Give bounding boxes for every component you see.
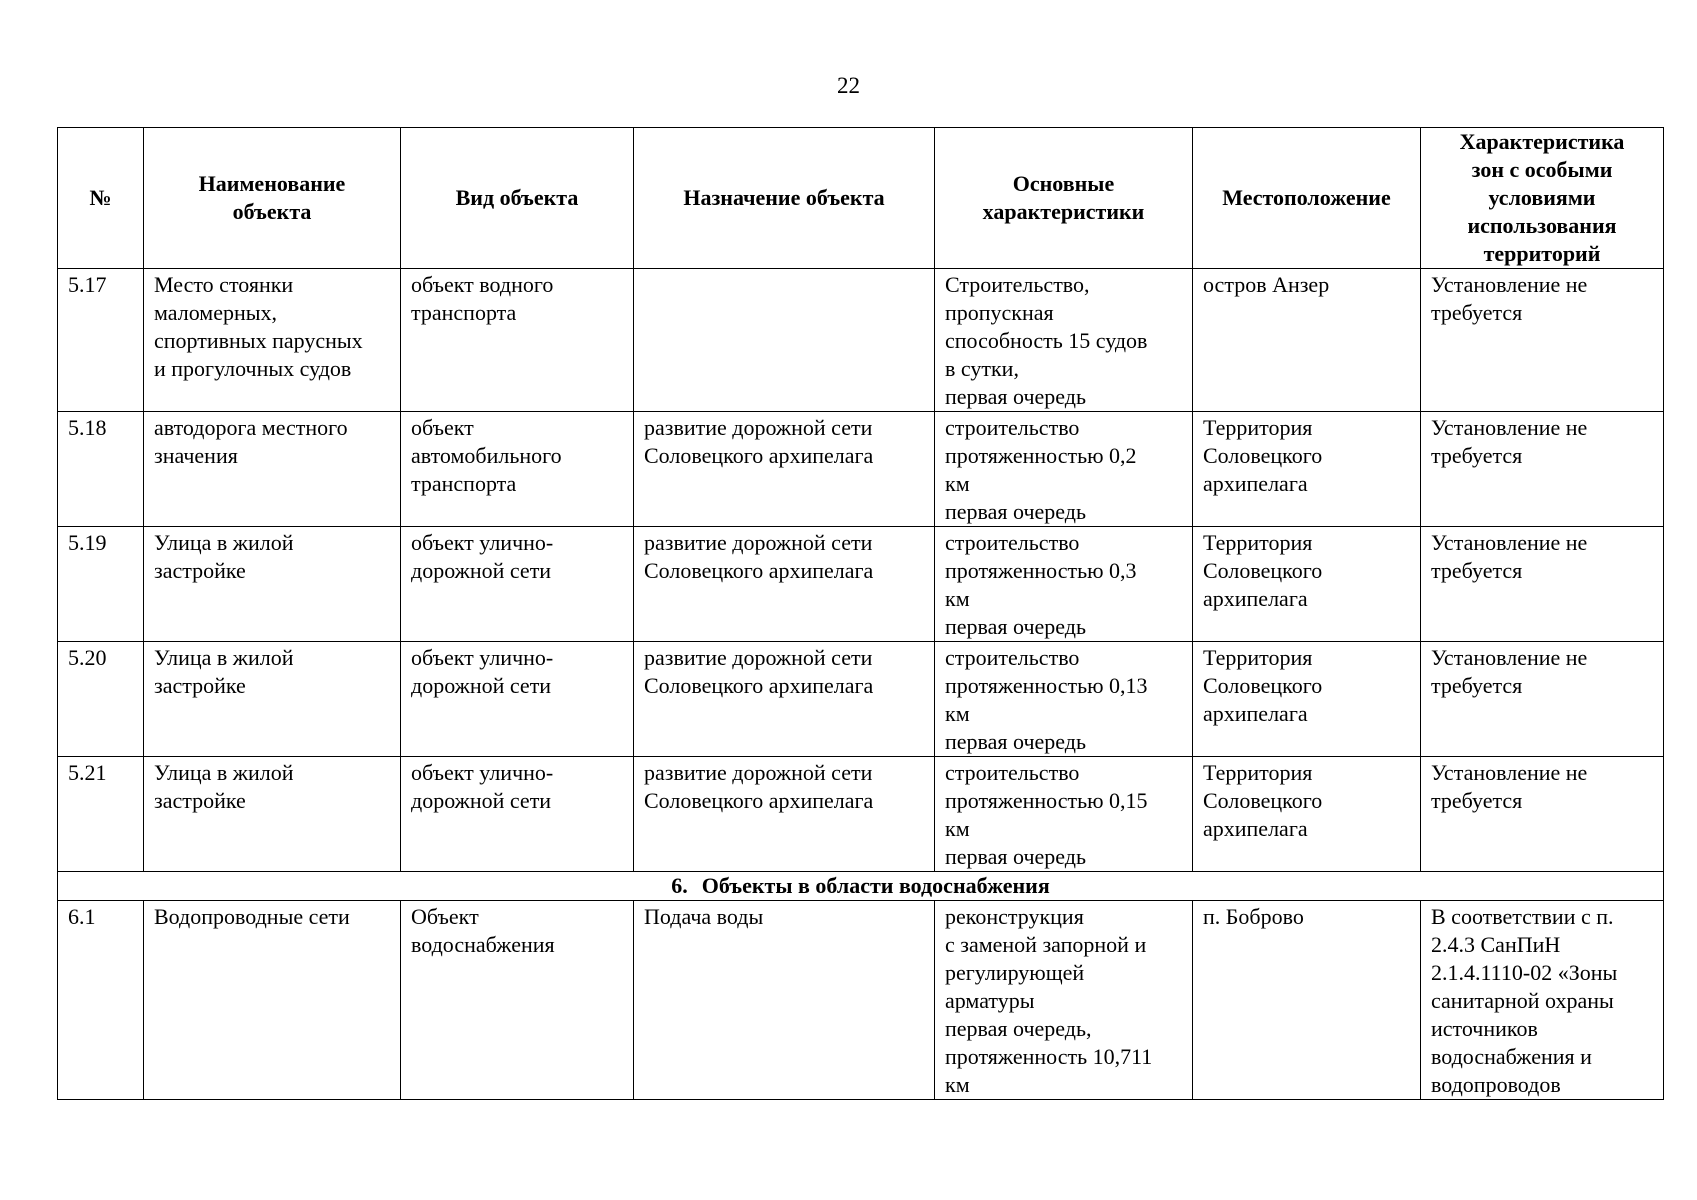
cell-object-type: объект водного транспорта: [401, 269, 634, 412]
cell-location: Территория Соловецкого архипелага: [1193, 527, 1421, 642]
table-header-row: [58, 128, 1664, 269]
cell-object-type: объект улично- дорожной сети: [401, 527, 634, 642]
cell-special-zones: В соответствии с п. 2.4.3 СанПиН 2.1.4.1110-02 «Зоны санитарной охраны источников водоснабжения и водопроводов: [1421, 901, 1664, 1100]
cell-special-zones: Установление не требуется: [1421, 642, 1664, 757]
cell-object-purpose: развитие дорожной сети Соловецкого архипелага: [634, 412, 935, 527]
cell-object-purpose: развитие дорожной сети Соловецкого архипелага: [634, 527, 935, 642]
table-row: [58, 901, 1664, 1100]
cell-object-name: Место стоянки маломерных, спортивных парусных и прогулочных судов: [144, 269, 401, 412]
header-special-zones: Характеристика зон с особыми условиями использования территорий: [1421, 128, 1664, 269]
cell-object-purpose: [634, 269, 935, 412]
table-row: [58, 412, 1664, 527]
cell-object-name: Улица в жилой застройке: [144, 757, 401, 872]
cell-special-zones: Установление не требуется: [1421, 412, 1664, 527]
cell-object-purpose: Подача воды: [634, 901, 935, 1100]
header-object-type: Вид объекта: [401, 128, 634, 269]
section-title: Объекты в области водоснабжения: [701, 873, 1050, 898]
cell-number: 5.21: [58, 757, 144, 872]
header-object-name: Наименование объекта: [144, 128, 401, 269]
cell-main-characteristics: строительство протяженностью 0,2 км первая очередь: [935, 412, 1193, 527]
objects-table: [57, 127, 1664, 1100]
table-row: [58, 527, 1664, 642]
cell-special-zones: Установление не требуется: [1421, 527, 1664, 642]
cell-main-characteristics: строительство протяженностью 0,3 км первая очередь: [935, 527, 1193, 642]
cell-object-name: Улица в жилой застройке: [144, 642, 401, 757]
table-row: [58, 642, 1664, 757]
cell-location: остров Анзер: [1193, 269, 1421, 412]
cell-object-name: Улица в жилой застройке: [144, 527, 401, 642]
header-number: №: [58, 128, 144, 269]
cell-number: 5.18: [58, 412, 144, 527]
cell-object-name: автодорога местного значения: [144, 412, 401, 527]
table-row: [58, 757, 1664, 872]
cell-location: п. Боброво: [1193, 901, 1421, 1100]
header-main-characteristics: Основные характеристики: [935, 128, 1193, 269]
cell-main-characteristics: Строительство, пропускная способность 15 судов в сутки, первая очередь: [935, 269, 1193, 412]
cell-object-purpose: развитие дорожной сети Соловецкого архипелага: [634, 757, 935, 872]
cell-object-type: объект улично- дорожной сети: [401, 642, 634, 757]
cell-main-characteristics: строительство протяженностью 0,15 км первая очередь: [935, 757, 1193, 872]
cell-object-purpose: развитие дорожной сети Соловецкого архипелага: [634, 642, 935, 757]
table-row: [58, 269, 1664, 412]
cell-number: 6.1: [58, 901, 144, 1100]
cell-location: Территория Соловецкого архипелага: [1193, 757, 1421, 872]
header-object-purpose: Назначение объекта: [634, 128, 935, 269]
cell-object-type: объект автомобильного транспорта: [401, 412, 634, 527]
cell-main-characteristics: строительство протяженностью 0,13 км первая очередь: [935, 642, 1193, 757]
cell-number: 5.17: [58, 269, 144, 412]
cell-object-type: Объект водоснабжения: [401, 901, 634, 1100]
cell-special-zones: Установление не требуется: [1421, 269, 1664, 412]
section-number: 6.: [671, 873, 688, 898]
page-number: 22: [837, 73, 860, 98]
cell-object-type: объект улично- дорожной сети: [401, 757, 634, 872]
cell-location: Территория Соловецкого архипелага: [1193, 412, 1421, 527]
cell-main-characteristics: реконструкция с заменой запорной и регулирующей арматуры первая очередь, протяженность 10,711 км: [935, 901, 1193, 1100]
cell-object-name: Водопроводные сети: [144, 901, 401, 1100]
cell-special-zones: Установление не требуется: [1421, 757, 1664, 872]
cell-number: 5.19: [58, 527, 144, 642]
section-row: [58, 872, 1664, 901]
cell-location: Территория Соловецкого архипелага: [1193, 642, 1421, 757]
header-location: Местоположение: [1193, 128, 1421, 269]
cell-number: 5.20: [58, 642, 144, 757]
section-heading: [58, 872, 1664, 901]
